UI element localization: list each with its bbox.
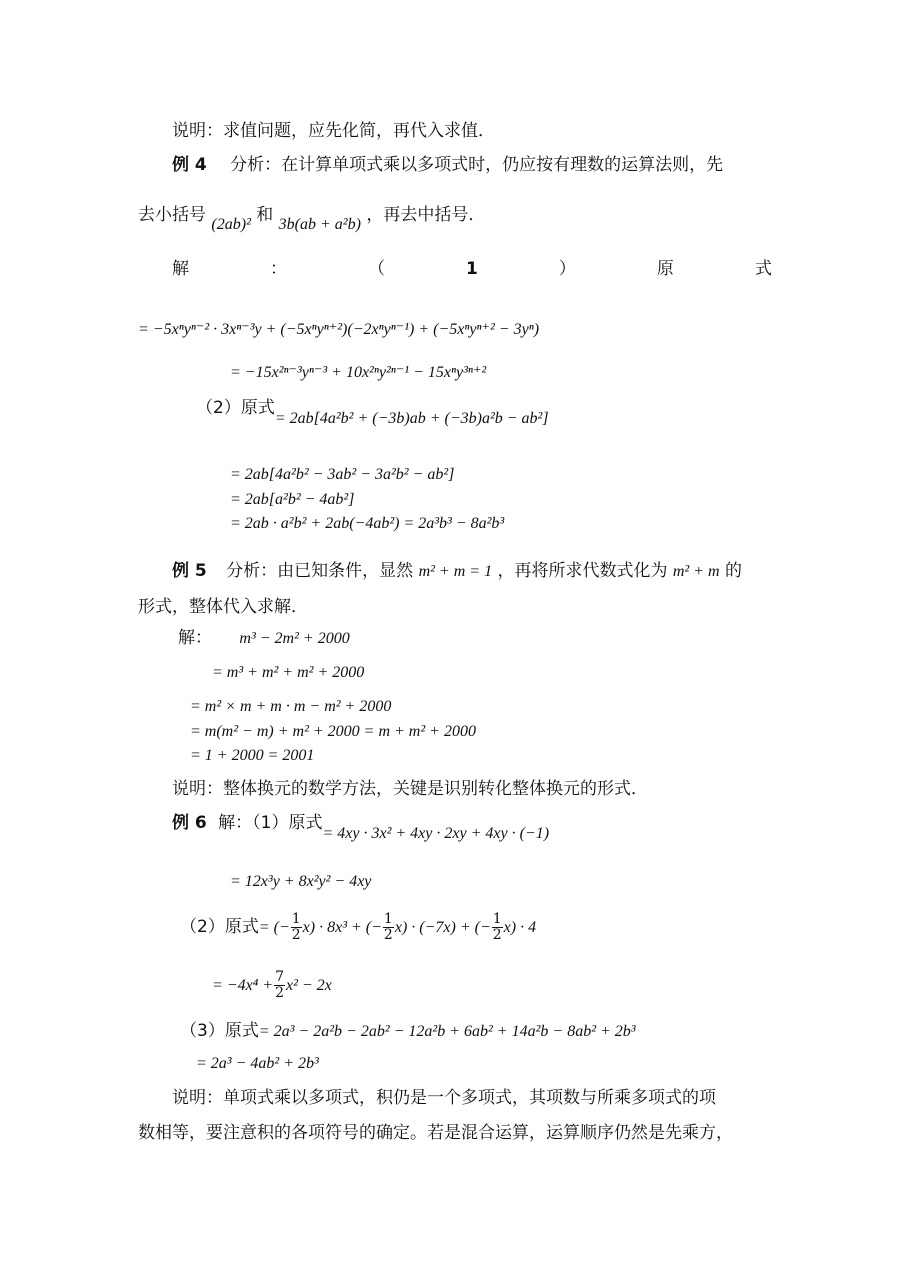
formula: = (− (258, 919, 290, 936)
note-substitution: 说明：整体换元的数学方法，关键是识别转化整体换元的形式． (172, 779, 648, 799)
formula: x) · (−7x) + (− (394, 919, 491, 936)
fraction-denominator: 2 (383, 927, 393, 943)
example-5-line5: = 1 + 2000 = 2001 (190, 747, 315, 764)
fraction-numerator: 7 (275, 969, 284, 985)
formula: = 4xy · 3x² + 4xy · 2xy + 4xy · (−1) (322, 825, 550, 842)
fraction-denominator: 2 (275, 985, 284, 1001)
fraction-half (291, 912, 302, 943)
example-5-line2: = m³ + m² + m² + 2000 (212, 664, 365, 681)
fraction-half (492, 912, 503, 943)
formula: (2ab)² (211, 216, 251, 233)
solution-2-line3: = 2ab[a²b² − 4ab²] (230, 491, 355, 508)
solution-2-line4: = 2ab · a²b² + 2ab(−4ab²) = 2a³b³ − 8a²b³ (230, 515, 505, 532)
heading-char: ： (270, 259, 288, 279)
note-conclusion-line1: 说明：单项式乘以多项式，积仍是一个多项式，其项数与所乘多项式的项 (172, 1088, 716, 1108)
formula: = 2a³ − 2a²b − 2ab² − 12a²b + 6ab² + 14a²b − 8ab² + 2b³ (258, 1023, 636, 1040)
solution-2-block (196, 398, 549, 427)
example-6-part3 (180, 1021, 636, 1042)
formula: = −4x⁴ + (212, 977, 274, 994)
example-4-analysis (172, 155, 723, 175)
heading-char: ） (558, 259, 576, 279)
fraction-numerator: 1 (492, 911, 502, 927)
note-evaluate: 说明：求值问题，应先化简，再代入求值． (172, 121, 495, 141)
formula: = 2ab[4a²b² + (−3b)ab + (−3b)a²b − ab²] (274, 410, 549, 427)
example-6-part2-line2 (212, 970, 332, 1001)
solution-label: 解： (178, 628, 212, 648)
analysis-text: 去小括号 (138, 205, 206, 225)
fraction-numerator: 1 (383, 911, 393, 927)
analysis-text: 的 (724, 561, 742, 581)
example-5-analysis (172, 561, 742, 582)
example-6-solution (172, 813, 550, 842)
example-5-line3: = m² × m + m · m − m² + 2000 (190, 698, 392, 715)
formula: m² + m = 1 (418, 563, 493, 580)
analysis-text: 和 (256, 205, 274, 225)
example-6-part2 (180, 912, 536, 943)
heading-char: 式 (754, 259, 772, 279)
example-4-label: 例 4 (172, 155, 207, 175)
formula: m² + m (672, 563, 720, 580)
note-conclusion-line2: 数相等，要注意积的各项符号的确定。若是混合运算，运算顺序仍然是先乘方， (138, 1123, 733, 1143)
solution-label: （3）原式 (180, 1021, 259, 1041)
example-6-part3-line2: = 2a³ − 4ab² + 2b³ (196, 1055, 319, 1072)
example-4-analysis-line2 (138, 205, 486, 233)
formula: x² − 2x (285, 977, 332, 994)
solution-label: （2）原式 (180, 917, 259, 937)
fraction-denominator: 2 (291, 927, 301, 943)
solution-2-line2: = 2ab[4a²b² − 3ab² − 3a²b² − ab²] (230, 466, 455, 483)
analysis-text: 分析：在计算单项式乘以多项式时，仍应按有理数的运算法则，先 (230, 155, 724, 175)
example-5-analysis-line2: 形式，整体代入求解． (138, 597, 308, 617)
heading-char: 解 (172, 259, 189, 279)
solution-label: 解：（1）原式 (218, 813, 323, 833)
solution-1-heading (172, 259, 772, 279)
analysis-text: 分析：由已知条件，显然 (226, 561, 414, 581)
heading-char: 1 (466, 259, 478, 279)
example-5-solution (178, 628, 350, 649)
fraction-denominator: 2 (492, 927, 502, 943)
fraction-seven-halves (274, 970, 285, 1001)
solution-1-line2: = −15x²ⁿ⁻³yⁿ⁻³ + 10x²ⁿy²ⁿ⁻¹ − 15xⁿy³ⁿ⁺² (230, 364, 487, 381)
example-6-line2: = 12x³y + 8x²y² − 4xy (230, 873, 372, 890)
fraction-half (383, 912, 394, 943)
example-6-label: 例 6 (172, 813, 207, 833)
formula: x) · 4 (503, 919, 537, 936)
formula: 3b(ab + a²b) (278, 216, 361, 233)
formula: m³ − 2m² + 2000 (239, 630, 350, 647)
heading-char: （ (368, 259, 386, 279)
example-5-label: 例 5 (172, 561, 207, 581)
solution-2-label: （2）原式 (196, 398, 275, 418)
analysis-text: ，再去中括号． (366, 205, 486, 225)
solution-1-line1: = −5xⁿyⁿ⁻² · 3xⁿ⁻³y + (−5xⁿyⁿ⁺²)(−2xⁿyⁿ⁻¹) + (−5xⁿyⁿ⁺² − 3yⁿ) (138, 321, 540, 338)
analysis-text: ，再将所求代数式化为 (497, 561, 668, 581)
formula: x) · 8x³ + (− (302, 919, 382, 936)
example-5-line4: = m(m² − m) + m² + 2000 = m + m² + 2000 (190, 723, 476, 740)
heading-char: 原 (656, 259, 674, 279)
fraction-numerator: 1 (291, 911, 301, 927)
